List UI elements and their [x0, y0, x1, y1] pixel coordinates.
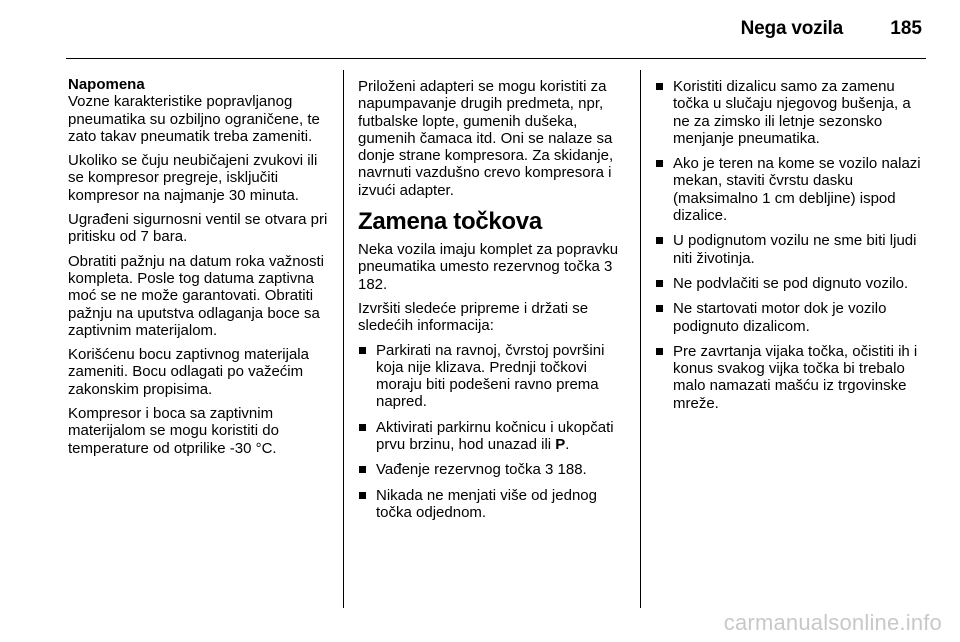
list-item [655, 343, 925, 412]
bullet-icon [359, 466, 366, 473]
list-item [358, 487, 628, 522]
list-item-text: Ako je teren na kome se vozilo nalazi mekan, staviti čvrstu dasku (maksimalno 1 cm debljine) ispod dizalice. [673, 155, 921, 225]
column-3 [655, 78, 925, 420]
bullet-list [655, 78, 925, 412]
note-text: Vozne karakteristike popravljanog pneumatika su ozbiljno ograničene, te zato takav pneumatik treba zameniti. [68, 93, 320, 145]
paragraph: Ugrađeni sigurnosni ventil se otvara pri pritisku od 7 bara. [68, 211, 328, 246]
page-reference: 188. [553, 461, 587, 479]
note-heading: Napomena [68, 76, 145, 93]
page-number: 185 [890, 18, 922, 39]
list-item-text: Ne podvlačiti se pod dignuto vozilo. [673, 274, 909, 292]
paragraph-text: Neka vozila imaju komplet za popravku pneumatika umesto rezervnog točka [358, 241, 619, 276]
list-item-text: Koristiti dizalicu samo za zamenu točka u slučaju njegovog bušenja, a ne za zimsko ili letnje sezonsko menjanje pneumatika. [673, 78, 911, 147]
list-item-text: Vađenje rezervnog točka [376, 461, 541, 479]
column-divider-1 [343, 70, 344, 608]
bullet-icon [656, 160, 663, 167]
bullet-icon [359, 424, 366, 431]
column-1 [68, 76, 330, 464]
list-item [358, 419, 628, 454]
list-item-end: . [565, 436, 570, 454]
xref-icon: 3 [603, 258, 613, 276]
list-item [655, 300, 925, 335]
paragraph: Obratiti pažnju na datum roka važnosti kompleta. Posle tog datuma zaptivna moć se ne može garantovati. Obratiti pažnju na uputstva odlaganja boce sa zaptivnim materijalom. [68, 252, 324, 339]
bullet-icon [359, 492, 366, 499]
page-header [0, 0, 960, 58]
note-block [68, 76, 330, 145]
list-item [655, 78, 925, 147]
list-item-text: Parkirati na ravnoj, čvrstoj površini koja nije klizava. Prednji točkovi moraju biti podešeni ravno prema napred. [376, 341, 605, 411]
section-heading: Zamena točkova [358, 208, 542, 236]
page-title: Nega vozila [740, 18, 843, 39]
list-item [655, 155, 925, 224]
xref-icon: 3 [545, 461, 554, 479]
list-item [655, 232, 925, 267]
gear-p-label: P [555, 436, 566, 454]
bullet-icon [656, 305, 663, 312]
paragraph [358, 241, 628, 293]
bullet-icon [656, 280, 663, 287]
paragraph: Priloženi adapteri se mogu koristiti za napumpavanje drugih predmeta, npr, futbalske lopte, gumenih dušeka, gumenih čamaca itd. Oni se nalaze sa donje strane kompresora. Za skidanje, navrnuti vazdušno crevo kompresora i izvući adapter. [358, 78, 614, 199]
list-item [358, 461, 628, 478]
paragraph: Korišćenu bocu zaptivnog materijala zameniti. Bocu odlagati po važećim zakonskim propisima. [68, 346, 309, 398]
page-reference: 182. [358, 275, 388, 293]
column-2 [358, 78, 628, 529]
list-item [358, 342, 628, 411]
list-item [655, 275, 925, 292]
watermark: carmanualsonline.info [723, 610, 942, 635]
bullet-icon [656, 83, 663, 90]
list-item-text: Aktivirati parkirnu kočnicu i ukopčati prvu brzinu, hod unazad ili [376, 418, 614, 454]
header-divider [66, 58, 926, 59]
list-item-text: Ne startovati motor dok je vozilo podignuto dizalicom. [673, 300, 887, 335]
list-item-text: Pre zavrtanja vijaka točka, očistiti ih i konus svakog vijka točka bi trebalo malo namazati mašću iz trgovinske mreže. [673, 342, 918, 412]
bullet-icon [359, 347, 366, 354]
paragraph: Ukoliko se čuju neubičajeni zvukovi ili se kompresor pregreje, isključiti kompresor na najmanje 30 minuta. [68, 152, 318, 204]
list-item-text: Nikada ne menjati više od jednog točka odjednom. [376, 486, 597, 521]
paragraph: Kompresor i boca sa zaptivnim materijalom se mogu koristiti do temperature od otprilike -30 °C. [68, 405, 279, 457]
bullet-icon [656, 348, 663, 355]
column-divider-2 [640, 70, 641, 608]
list-item-text: U podignutom vozilu ne sme biti ljudi niti životinja. [673, 232, 917, 267]
bullet-list [358, 342, 628, 522]
paragraph: Izvršiti sledeće pripreme i držati se sledećih informacija: [358, 299, 589, 335]
bullet-icon [656, 237, 663, 244]
